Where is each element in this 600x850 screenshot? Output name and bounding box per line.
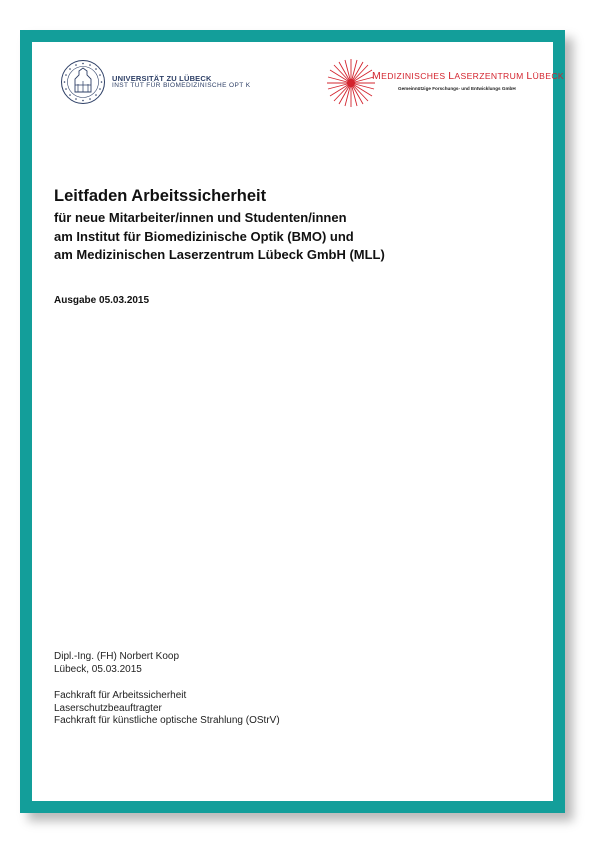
author-name: Dipl.-Ing. (FH) Norbert Koop (54, 651, 180, 662)
subtitle-line: am Medizinischen Laserzentrum Lübeck GmbH (MLL) (54, 247, 385, 262)
author-role: Laserschutzbeauftragter (54, 702, 162, 714)
document-frame (20, 30, 565, 813)
subtitle-line: für neue Mitarbeiter/innen und Studenten/innen (54, 210, 347, 225)
spacer (54, 676, 280, 690)
institute-name: INST TUT FÜR BIOMEDIZINISCHE OPT K (112, 81, 251, 89)
mll-name: MEDIZINISCHES LASERZENTRUM LÜBECK (372, 70, 564, 82)
mll-logo (326, 58, 564, 120)
university-seal-icon (60, 59, 106, 105)
subtitle-line: am Institut für Biomedizinische Optik (BMO) und (54, 228, 354, 244)
mll-tagline: Gemeinnützige Forschungs- und Entwicklungs GmbH (398, 86, 516, 91)
author-place-date: Lübeck, 05.03.2015 (54, 663, 142, 675)
university-logo (60, 59, 250, 105)
laser-burst-icon (326, 58, 376, 108)
author-role: Fachkraft für Arbeitssicherheit (54, 690, 187, 701)
title-block (54, 187, 544, 265)
university-name: UNIVERSITÄT ZU LÜBECK (112, 73, 212, 83)
document-page (32, 42, 564, 801)
author-role: Fachkraft für künstliche optische Strahlung (OStrV) (54, 715, 280, 726)
author-block (54, 651, 280, 728)
document-title: Leitfaden Arbeitssicherheit (54, 187, 267, 205)
edition-date: Ausgabe 05.03.2015 (54, 295, 150, 306)
